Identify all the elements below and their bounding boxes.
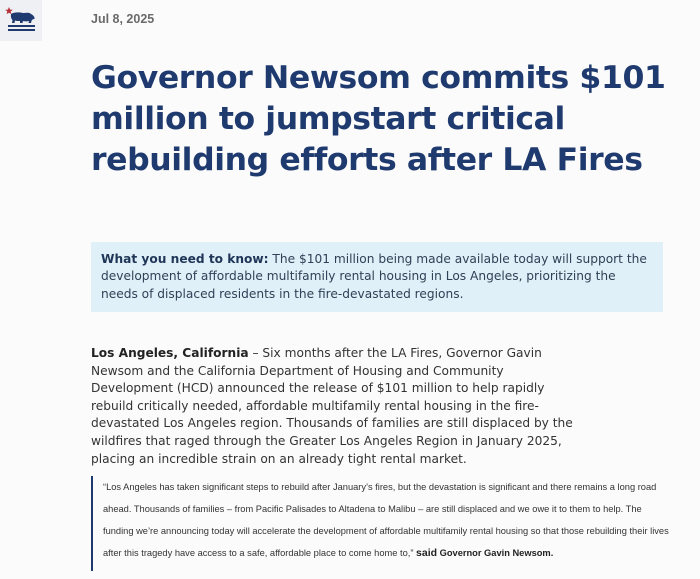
ca-logo-link[interactable] — [0, 0, 42, 41]
article-body-paragraph — [91, 345, 581, 468]
quote-said: said — [416, 547, 438, 560]
governor-quote — [91, 476, 673, 571]
page-title: Governor Newsom commits $101 million to jumpstart critical rebuilding efforts after LA Fires — [91, 60, 666, 178]
quote-text: “Los Angeles has taken significant steps to rebuild after January’s fires, but the devastation is significant and there remains a long road ahead. Thousands of families – from Pacific Palisades to Altadena to Malibu – are still displaced and we owe it to them to help. The funding we’re announcing today will accelerate the development of affordable multifamily rental housing so that those rebuilding their lives after this tragedy have access to a safe, affordable place to come home to,” — [103, 482, 669, 559]
body-text: – Six months after the LA Fires, Governor Gavin Newsom and the California Department of Housing and Community Development (HCD) announced the release of $101 million to help rapidly rebuild critically needed, affordable multifamily rental housing in the fire-devastated Los Angeles region. Thousands of families are still displaced by the wildfires that raged through the Greater Los Angeles Region in January 2025, placing an incredible strain on an already tight rental market. — [91, 346, 573, 466]
quote-speaker: Governor Gavin Newsom. — [439, 548, 554, 559]
callout-text: The $101 million being made available today will support the development of affordable multifamily rental housing in Los Angeles, prioritizing the needs of displaced residents in the fire-devastated regions. — [101, 252, 647, 301]
callout-lead: What you need to know: — [101, 252, 269, 266]
dateline: Los Angeles, California — [91, 346, 249, 360]
summary-callout — [91, 242, 663, 312]
publish-date: Jul 8, 2025 — [91, 12, 155, 26]
ca-bear-logo-icon — [5, 6, 37, 36]
